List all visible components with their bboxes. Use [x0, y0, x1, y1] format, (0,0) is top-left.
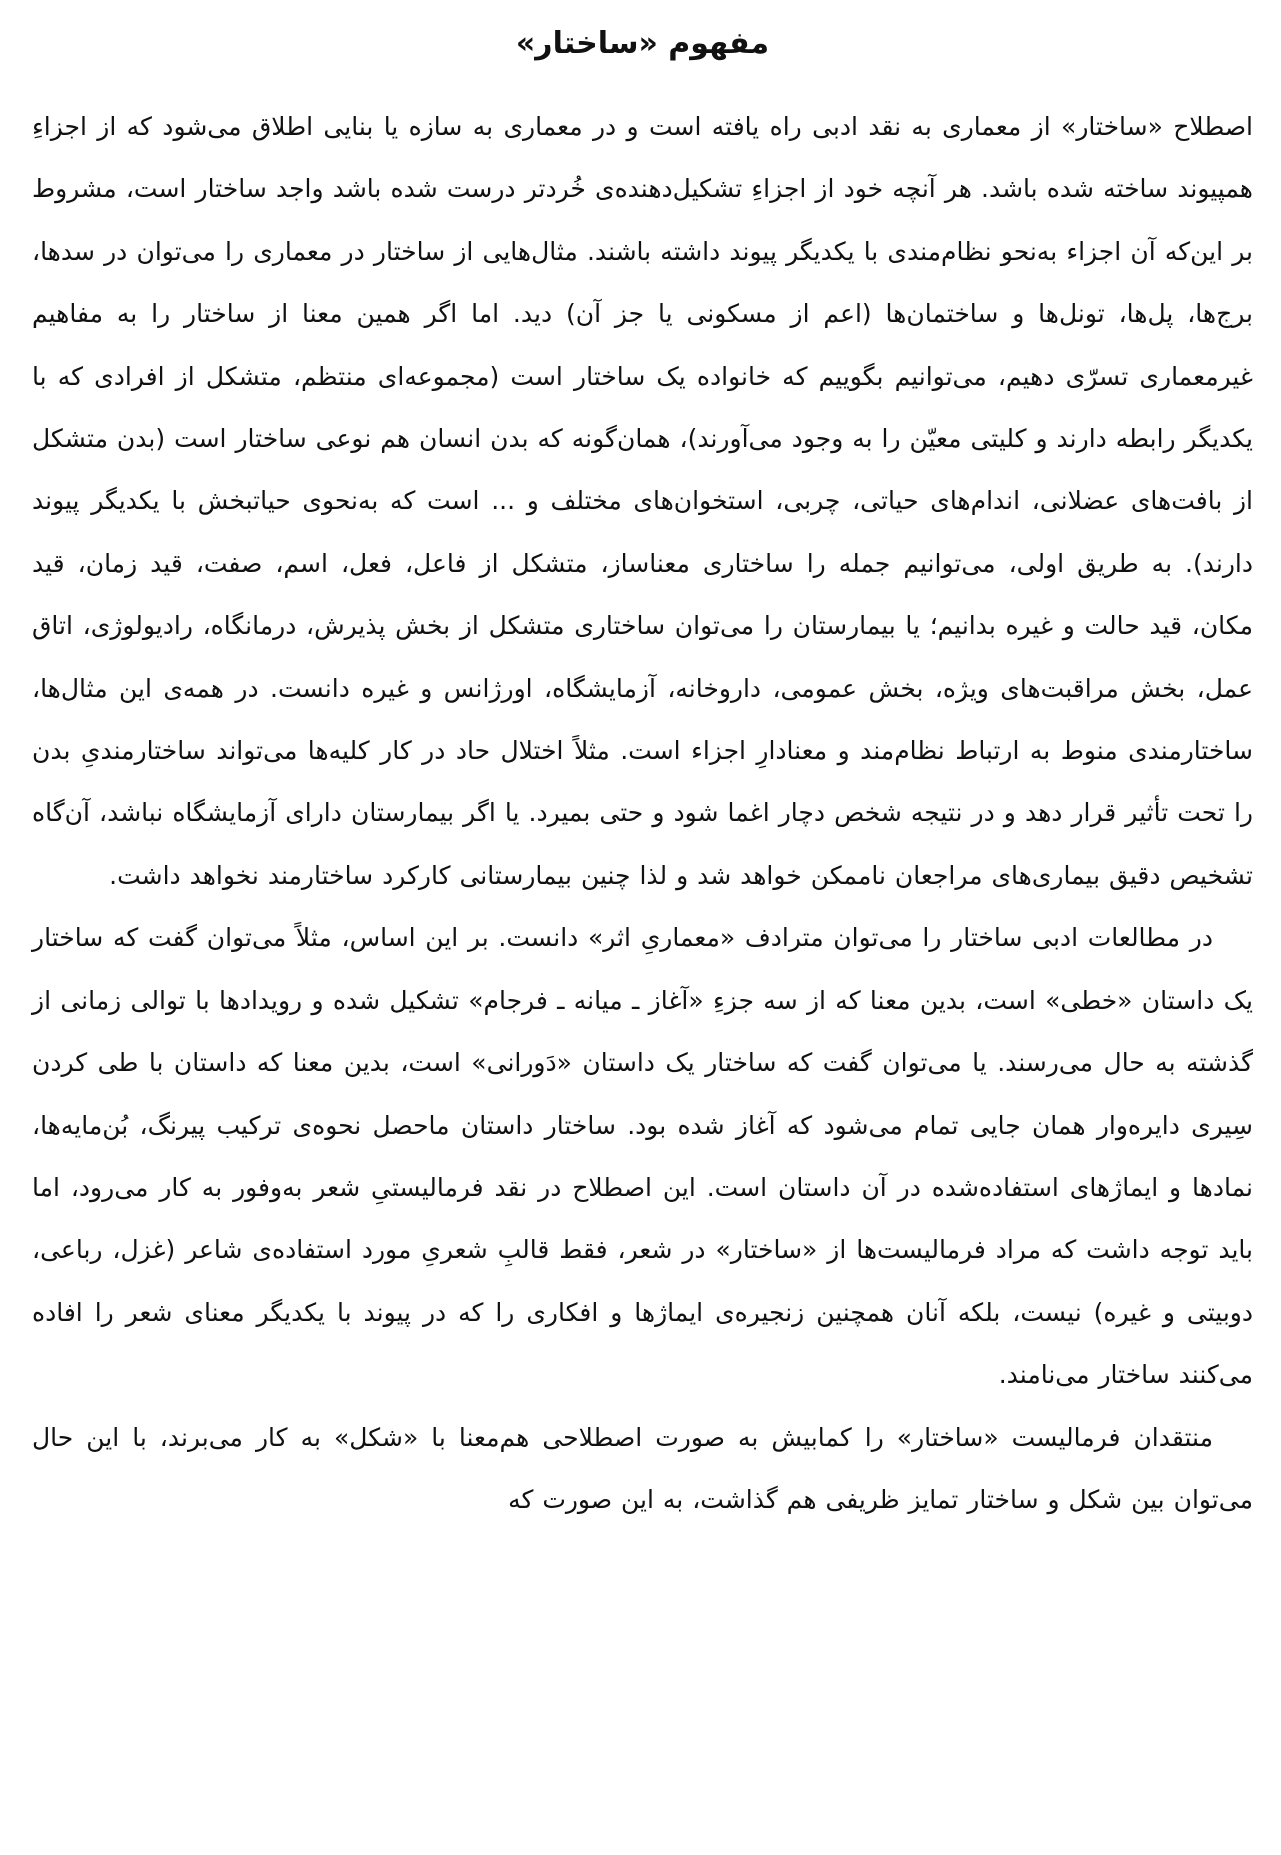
- paragraph-structure-definition: اصطلاح «ساختار» از معماری به نقد ادبی راه یافته است و در معماری به سازه یا بنایی اطلاق می‌شود که از اجزاءِ همپیوند ساخته شده باشد. هر آنچه خود از اجزاءِ تشکیل‌دهنده‌ی خُردتر درست شده باشد واجد ساختار است، مشروط بر این‌که آن اجزاء به‌نحو نظام‌مندی با یکدیگر پیوند داشته باشند. مثال‌هایی از ساختار در معماری را می‌توان در سدها، برج‌ها، پل‌ها، تونل‌ها و ساختمان‌ها (اعم از مسکونی یا جز آن) دید. اما اگر همین معنا از ساختار را به مفاهیم غیرمعماری تسرّی دهیم، می‌توانیم بگوییم که خانواده یک ساختار است (مجموعه‌ای منتظم، متشکل از افرادی که با یکدیگر رابطه دارند و کلیتی معیّن را به وجود می‌آورند)، همان‌گونه که بدن انسان هم نوعی ساختار است (بدن متشکل از بافت‌های عضلانی، اندام‌های حیاتی، چربی، استخوان‌های مختلف و ... است که به‌نحوی حیاتبخش با یکدیگر پیوند دارند). به طریق اولی، می‌توانیم جمله را ساختاری معناساز، متشکل از فاعل، فعل، اسم، صفت، قید زمان، قید مکان، قید حالت و غیره بدانیم؛ یا بیمارستان را می‌توان ساختاری متشکل از بخش پذیرش، درمانگاه، رادیولوژی، اتاق عمل، بخش مراقبت‌های ویژه، بخش عمومی، داروخانه، آزمایشگاه، اورژانس و غیره دانست. در همه‌ی این مثال‌ها، ساختارمندی منوط به ارتباط نظام‌مند و معنادارِ اجزاء است. مثلاً اختلال حاد در کار کلیه‌ها می‌تواند ساختارمندیِ بدن را تحت تأثیر قرار دهد و در نتیجه شخص دچار اغما شود و حتی بمیرد. یا اگر بیمارستان دارای آزمایشگاه نباشد، آن‌گاه تشخیص دقیق بیماری‌های مراجعان ناممکن خواهد شد و لذا چنین بیمارستانی کارکرد ساختارمند نخواهد داشت.: [32, 112, 1253, 890]
- document-title: مفهوم «ساختار»: [515, 26, 770, 61]
- paragraph-formalist-critics: منتقدان فرمالیست «ساختار» را کمابیش به صورت اصطلاحی هم‌معنا با «شکل» به کار می‌برند، با این حال می‌توان بین شکل و ساختار تمایز ظریفی هم گذاشت، به این صورت که: [32, 1422, 1253, 1514]
- paragraph-literary-structure: در مطالعات ادبی ساختار را می‌توان مترادف «معماریِ اثر» دانست. بر این اساس، مثلاً می‌توان گفت که ساختار یک داستان «خطی» است، بدین معنا که از سه جزءِ «آغاز ـ میانه ـ فرجام» تشکیل شده و رویدادها با توالی زمانی از گذشته به حال می‌رسند. یا می‌توان گفت که ساختار یک داستان «دَورانی» است، بدین معنا که داستان با طی کردن سِیری دایره‌وار همان جایی تمام می‌شود که آغاز شده بود. ساختار داستان ماحصل نحوه‌ی ترکیب پیرنگ، بُن‌مایه‌ها، نمادها و ایماژهای استفاده‌شده در آن داستان است. این اصطلاح در نقد فرمالیستیِ شعر به‌وفور به کار می‌رود، اما باید توجه داشت که مراد فرمالیست‌ها از «ساختار» در شعر، فقط قالبِ شعریِ مورد استفاده‌ی شاعر (غزل، رباعی، دوبیتی و غیره) نیست، بلکه آنان همچنین زنجیره‌ی ایماژها و افکاری را که در پیوند با یکدیگر معنای شعر را افاده می‌کنند ساختار می‌نامند.: [32, 923, 1253, 1390]
